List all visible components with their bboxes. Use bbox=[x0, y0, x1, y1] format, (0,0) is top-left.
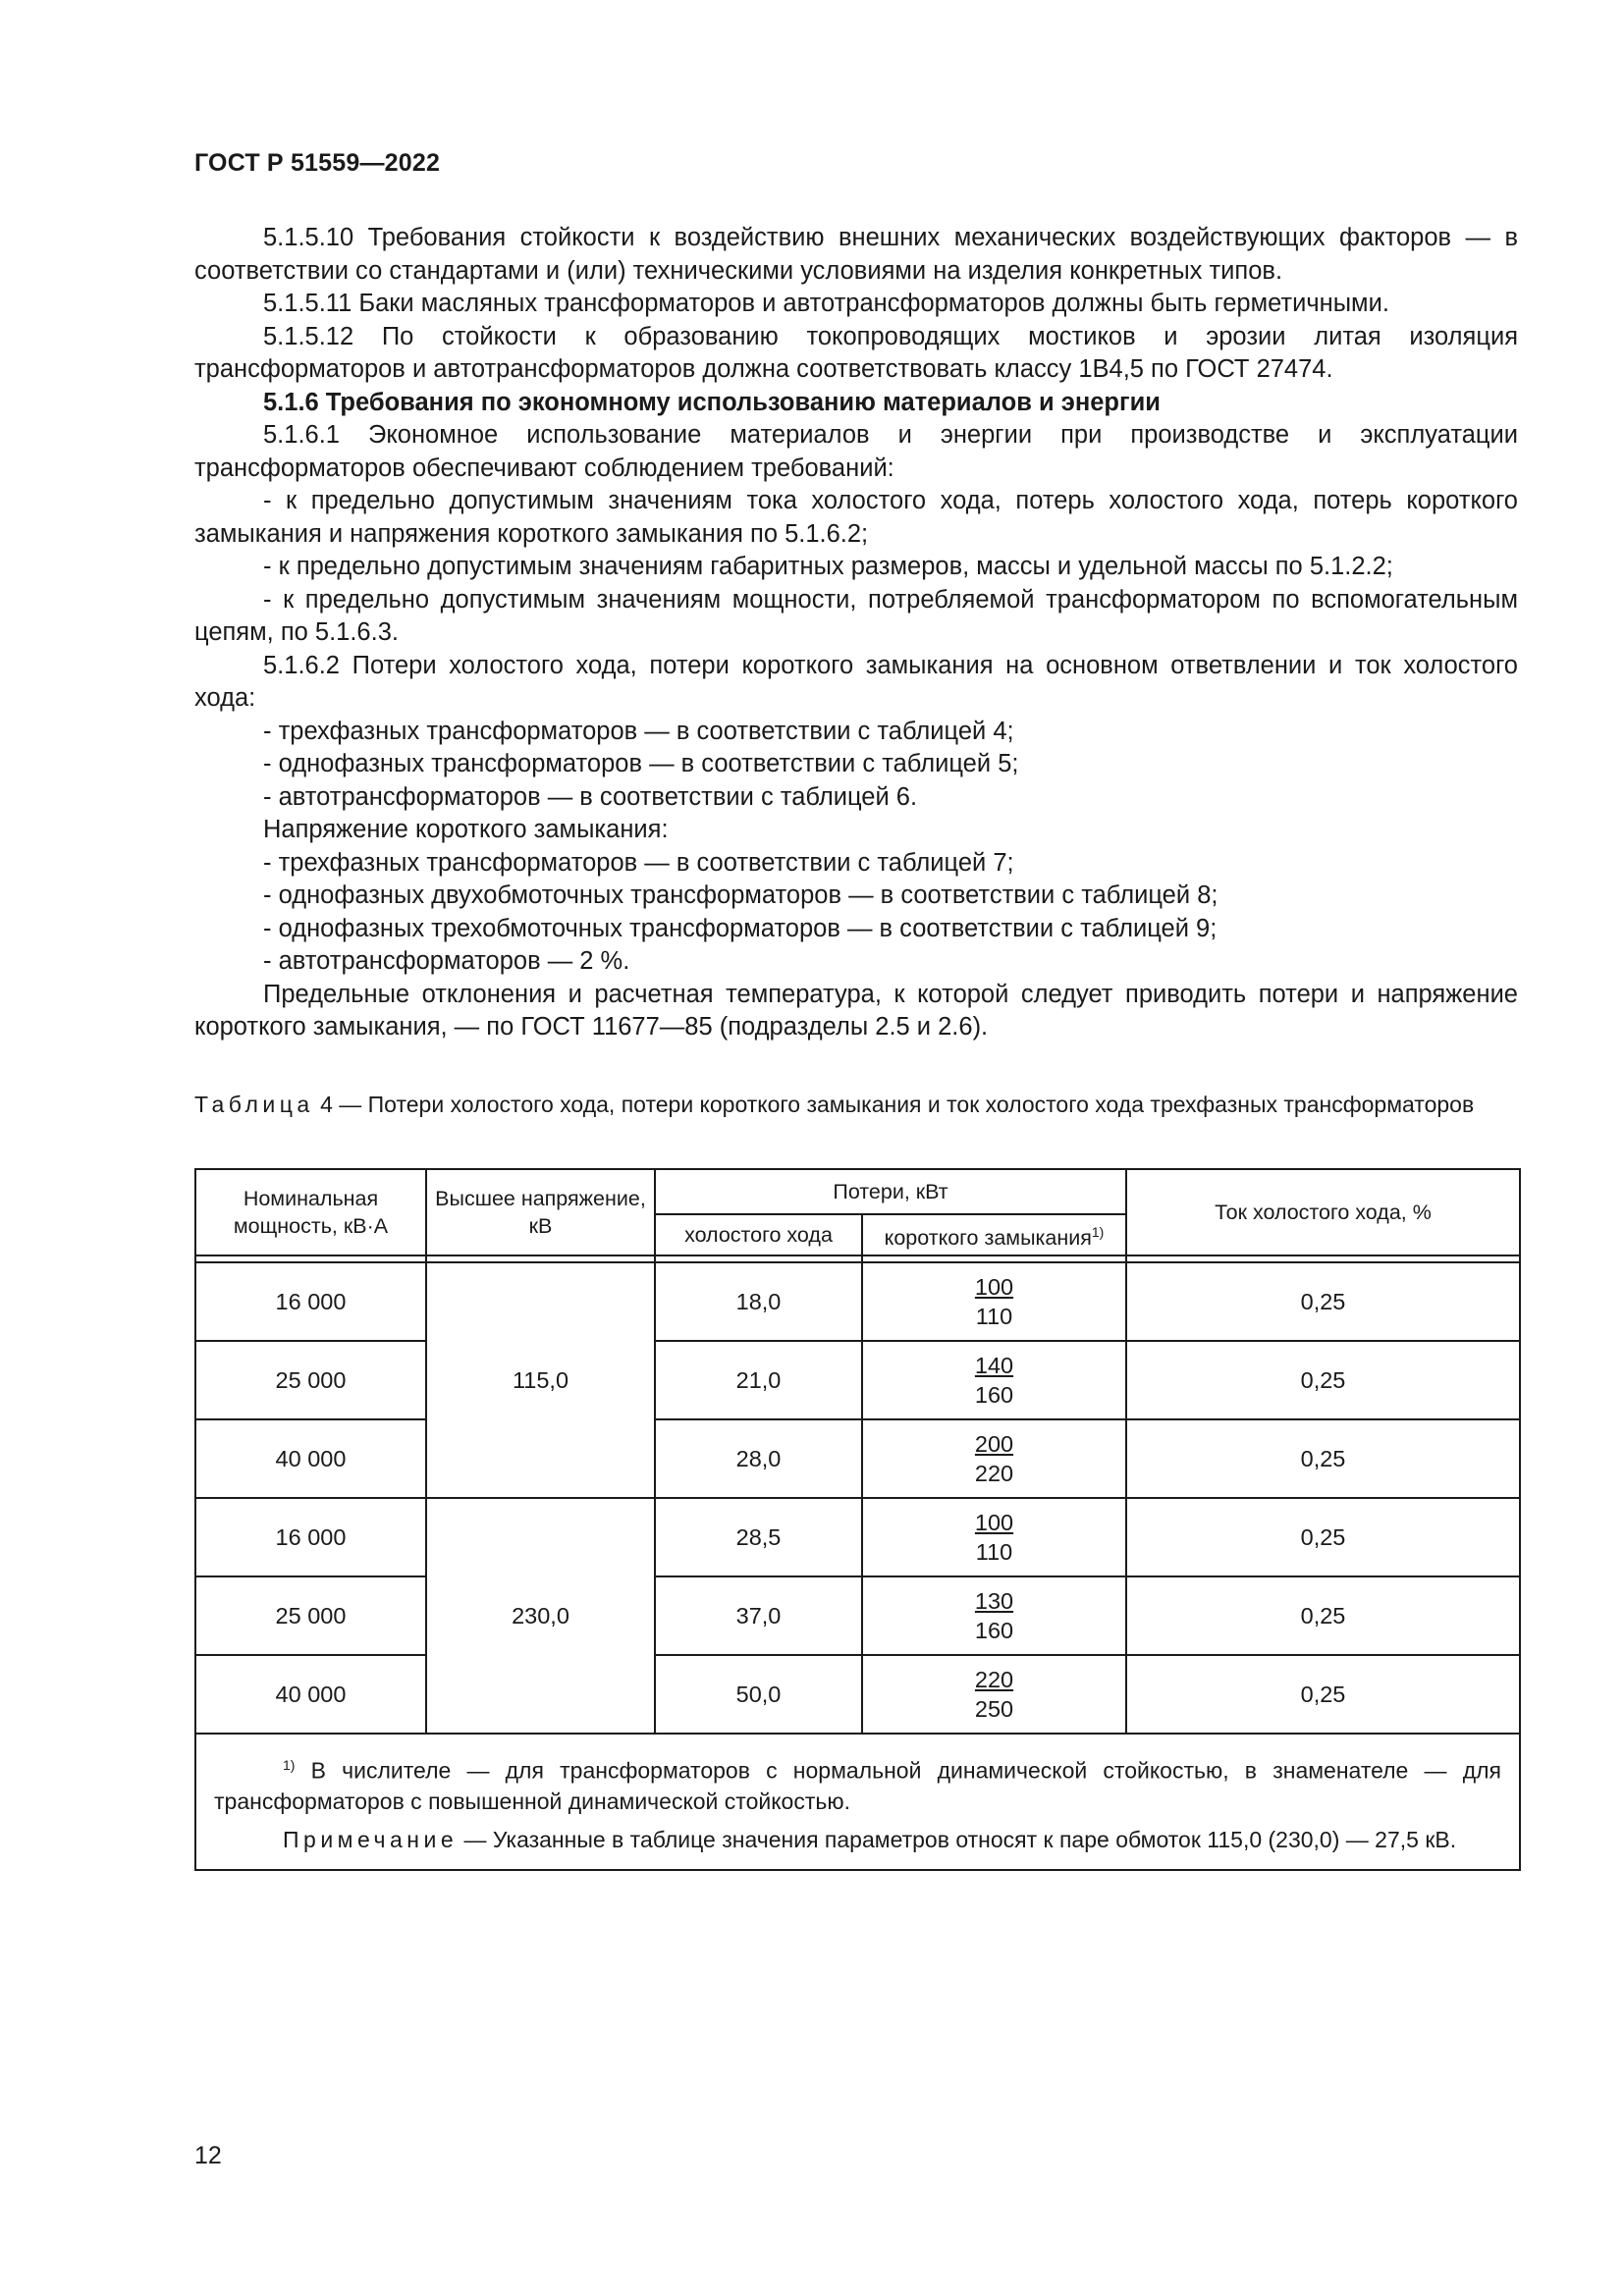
header-short-circuit-label: короткого замыкания bbox=[884, 1226, 1092, 1251]
cell-current: 0,25 bbox=[1126, 1655, 1520, 1734]
footnote-mark: 1) bbox=[283, 1757, 296, 1773]
paragraph: - к предельно допустимым значениям мощности, потребляемой трансформатором по вспомогательным цепям, по 5.1.6.3. bbox=[194, 585, 1518, 646]
paragraph: 5.1.5.12 По стойкости к образованию токопроводящих мостиков и эрозии литая изоляция трансформаторов и автотрансформаторов должна соответствовать классу 1В4,5 по ГОСТ 27474. bbox=[194, 322, 1518, 383]
fraction-numerator: 130 bbox=[974, 1588, 1014, 1614]
paragraph: Предельные отклонения и расчетная температура, к которой следует приводить потери и напряжение короткого замыкания, — по ГОСТ 11677—85 (подразделы 2.5 и 2.6). bbox=[194, 980, 1518, 1041]
paragraph: - автотрансформаторов — 2 %. bbox=[263, 947, 630, 975]
cell-no-load: 21,0 bbox=[655, 1341, 862, 1419]
header-short-circuit bbox=[862, 1214, 1126, 1255]
cell-current: 0,25 bbox=[1126, 1341, 1520, 1419]
paragraph: 5.1.6.2 Потери холостого хода, потери короткого замыкания на основном ответвлении и ток холостого хода: bbox=[194, 651, 1518, 712]
cell-current: 0,25 bbox=[1126, 1498, 1520, 1576]
header-no-load: холостого хода bbox=[655, 1214, 862, 1255]
cell-power: 16 000 bbox=[195, 1262, 426, 1341]
paragraph: - однофазных трансформаторов — в соответствии с таблицей 5; bbox=[263, 750, 1019, 777]
fraction-numerator: 100 bbox=[974, 1274, 1014, 1300]
table-caption-text: 4 — Потери холостого хода, потери короткого замыкания и ток холостого хода трехфазных трансформаторов bbox=[313, 1092, 1475, 1117]
body-text bbox=[194, 222, 1518, 1044]
fraction-numerator: 200 bbox=[974, 1431, 1014, 1457]
footnote-text: В числителе — для трансформаторов с нормальной динамической стойкостью, в знаменателе — для трансформаторов с повышенной динамической стойкостью. bbox=[214, 1757, 1502, 1814]
paragraph: - к предельно допустимым значениям габаритных размеров, массы и удельной массы по 5.1.2.2; bbox=[263, 553, 1393, 580]
fraction bbox=[975, 1429, 1013, 1488]
cell-no-load: 28,5 bbox=[655, 1498, 862, 1576]
paragraph: 5.1.5.10 Требования стойкости к воздействию внешних механических воздействующих факторов — в соответствии со стандартами и (или) техническими условиями на изделия конкретных типов. bbox=[194, 224, 1518, 285]
table-row bbox=[195, 1576, 1520, 1655]
table-row bbox=[195, 1341, 1520, 1419]
cell-no-load: 50,0 bbox=[655, 1655, 862, 1734]
fraction-denominator: 160 bbox=[974, 1618, 1014, 1643]
note-label: Примечание bbox=[283, 1826, 459, 1852]
header-current: Ток холостого хода, % bbox=[1126, 1169, 1520, 1255]
cell-power: 25 000 bbox=[195, 1341, 426, 1419]
cell-voltage: 115,0 bbox=[426, 1262, 655, 1498]
cell-short-circuit bbox=[862, 1576, 1126, 1655]
cell-short-circuit bbox=[862, 1498, 1126, 1576]
cell-short-circuit bbox=[862, 1262, 1126, 1341]
fraction-denominator: 250 bbox=[974, 1696, 1014, 1722]
fraction bbox=[975, 1586, 1013, 1645]
fraction-denominator: 160 bbox=[974, 1382, 1014, 1408]
gap-cell bbox=[1126, 1255, 1520, 1262]
gap-cell bbox=[426, 1255, 655, 1262]
cell-short-circuit bbox=[862, 1341, 1126, 1419]
cell-power: 25 000 bbox=[195, 1576, 426, 1655]
table-note bbox=[214, 1825, 1501, 1855]
paragraph: 5.1.5.11 Баки масляных трансформаторов и автотрансформаторов должны быть герметичными. bbox=[263, 290, 1389, 317]
gap-cell bbox=[862, 1255, 1126, 1262]
page-number: 12 bbox=[194, 2142, 222, 2169]
table-row bbox=[195, 1262, 1520, 1341]
cell-power: 40 000 bbox=[195, 1419, 426, 1498]
header-losses: Потери, кВт bbox=[655, 1169, 1126, 1214]
fraction-denominator: 110 bbox=[975, 1539, 1013, 1565]
footnote bbox=[214, 1750, 1501, 1817]
cell-no-load: 18,0 bbox=[655, 1262, 862, 1341]
cell-no-load: 37,0 bbox=[655, 1576, 862, 1655]
paragraph: - однофазных трехобмоточных трансформаторов — в соответствии с таблицей 9; bbox=[263, 914, 1218, 942]
header-voltage: Высшее напряжение, кВ bbox=[426, 1169, 655, 1255]
fraction-numerator: 220 bbox=[974, 1667, 1014, 1692]
paragraph: - однофазных двухобмоточных трансформаторов — в соответствии с таблицей 8; bbox=[263, 881, 1218, 909]
header-short-circuit-sup: 1) bbox=[1091, 1223, 1105, 1240]
paragraph: 5.1.6.1 Экономное использование материалов и энергии при производстве и эксплуатации трансформаторов обеспечивают соблюдением требований: bbox=[194, 421, 1518, 482]
cell-short-circuit bbox=[862, 1655, 1126, 1734]
fraction bbox=[975, 1665, 1013, 1724]
paragraph: - трехфазных трансформаторов — в соответствии с таблицей 7; bbox=[263, 848, 1014, 877]
cell-short-circuit bbox=[862, 1419, 1126, 1498]
page-header-doc-id: ГОСТ Р 51559—2022 bbox=[194, 149, 441, 177]
cell-no-load: 28,0 bbox=[655, 1419, 862, 1498]
table-row bbox=[195, 1655, 1520, 1734]
cell-current: 0,25 bbox=[1126, 1419, 1520, 1498]
table-caption bbox=[194, 1090, 1518, 1120]
fraction bbox=[975, 1272, 1013, 1331]
gap-cell bbox=[655, 1255, 862, 1262]
fraction-numerator: 100 bbox=[974, 1510, 1014, 1535]
cell-voltage: 230,0 bbox=[426, 1498, 655, 1734]
fraction-numerator: 140 bbox=[974, 1353, 1014, 1378]
paragraph: - автотрансформаторов — в соответствии с таблицей 6. bbox=[263, 782, 918, 811]
section-heading: 5.1.6 Требования по экономному использованию материалов и энергии bbox=[263, 388, 1161, 416]
note-text: — Указанные в таблице значения параметров относят к паре обмоток 115,0 (230,0) — 27,5 кВ. bbox=[458, 1826, 1457, 1852]
table-caption-label: Таблица bbox=[194, 1092, 314, 1117]
cell-power: 16 000 bbox=[195, 1498, 426, 1576]
header-power: Номинальная мощность, кВ·А bbox=[195, 1169, 426, 1255]
fraction-denominator: 110 bbox=[975, 1304, 1013, 1329]
gap-cell bbox=[195, 1255, 426, 1262]
cell-power: 40 000 bbox=[195, 1655, 426, 1734]
table-row bbox=[195, 1498, 1520, 1576]
losses-table bbox=[194, 1168, 1521, 1871]
paragraph: - трехфазных трансформаторов — в соответствии с таблицей 4; bbox=[263, 717, 1014, 745]
table-notes bbox=[195, 1734, 1520, 1870]
fraction bbox=[975, 1508, 1013, 1567]
cell-current: 0,25 bbox=[1126, 1576, 1520, 1655]
table-row bbox=[195, 1419, 1520, 1498]
paragraph: Напряжение короткого замыкания: bbox=[263, 816, 669, 843]
cell-current: 0,25 bbox=[1126, 1262, 1520, 1341]
fraction bbox=[975, 1351, 1013, 1410]
fraction-denominator: 220 bbox=[974, 1461, 1014, 1486]
paragraph: - к предельно допустимым значениям тока холостого хода, потерь холостого хода, потерь короткого замыкания и напряжения короткого замыкания по 5.1.6.2; bbox=[194, 487, 1518, 548]
